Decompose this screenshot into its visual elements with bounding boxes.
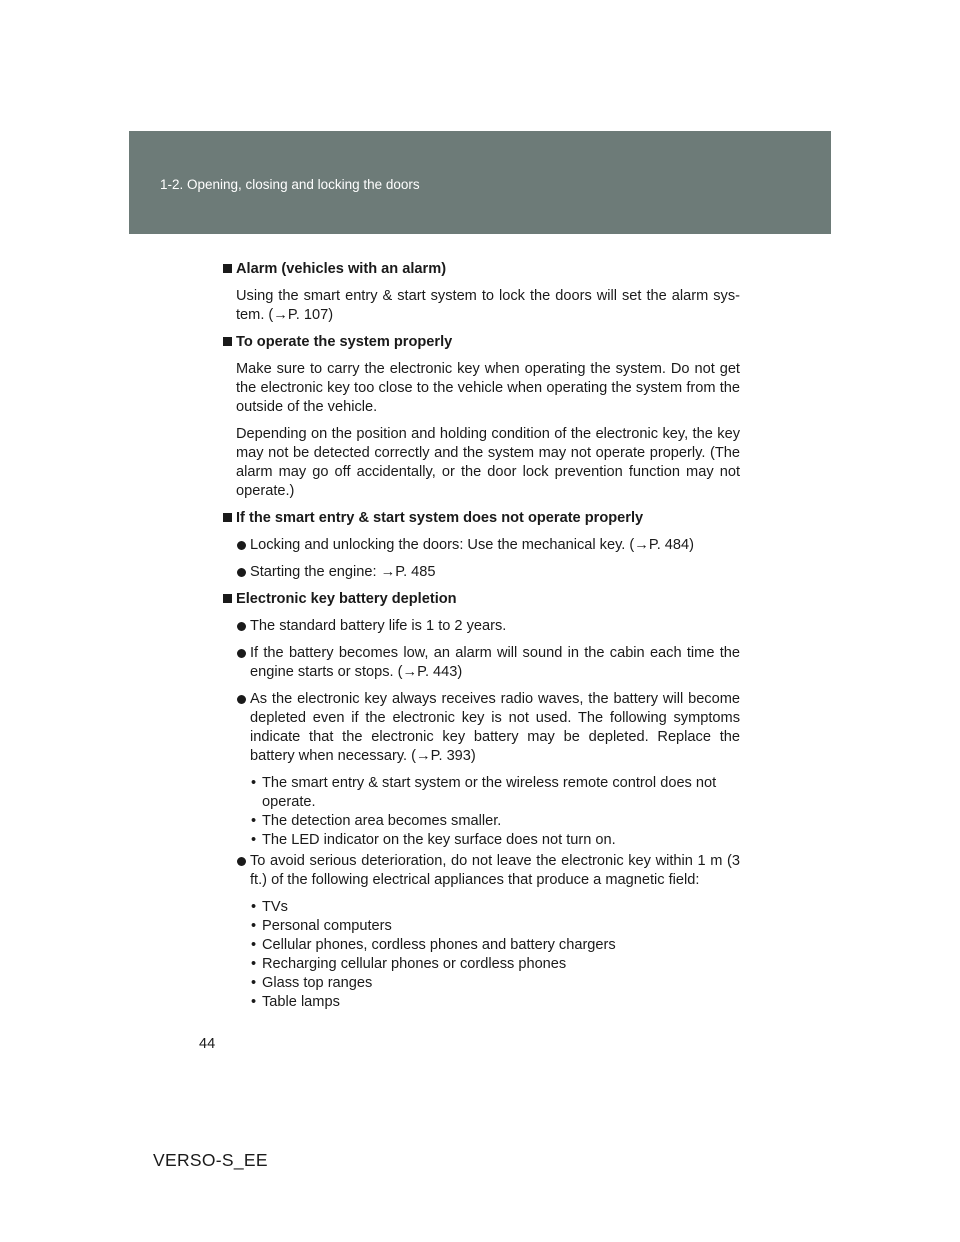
appliance-item <box>250 955 740 974</box>
list-item <box>236 536 740 555</box>
round-bullet-icon <box>237 541 246 550</box>
heading-text: Electronic key battery depletion <box>236 591 457 607</box>
appliance-item <box>250 898 740 917</box>
section-heading-malfunction <box>222 509 740 528</box>
round-bullet-icon <box>237 695 246 704</box>
list-item <box>236 852 740 890</box>
bullet-text: The standard battery life is 1 to 2 years. <box>250 618 507 634</box>
appliance-text: Cellular phones, cordless phones and battery chargers <box>262 937 616 953</box>
operate-paragraph-1: Make sure to carry the electronic key when operating the system. Do not get the electronic key too close to the vehicle when operating the system from the outside of the vehicle. <box>236 361 740 415</box>
small-bullet-icon: • <box>251 975 257 991</box>
square-bullet-icon <box>223 264 232 273</box>
page-content <box>222 260 740 1018</box>
heading-text: To operate the system properly <box>236 334 453 350</box>
bullet-text: If the battery becomes low, an alarm will sound in the cabin each time the engine starts or stops. (→P. 443) <box>250 645 740 680</box>
list-item <box>236 563 740 582</box>
list-item <box>236 644 740 682</box>
alarm-paragraph: Using the smart entry & start system to lock the doors will set the alarm sys-tem. (→P. 107) <box>236 288 740 323</box>
list-item <box>236 617 740 636</box>
round-bullet-icon <box>237 649 246 658</box>
small-bullet-icon: • <box>251 899 257 915</box>
symptom-text: The LED indicator on the key surface does not turn on. <box>262 832 616 848</box>
square-bullet-icon <box>223 513 232 522</box>
appliance-text: TVs <box>262 899 288 915</box>
appliance-text: Table lamps <box>262 994 340 1010</box>
symptom-list <box>250 774 740 850</box>
round-bullet-icon <box>237 568 246 577</box>
symptom-item <box>250 812 740 831</box>
appliance-text: Recharging cellular phones or cordless phones <box>262 956 567 972</box>
symptom-text: The smart entry & start system or the wireless remote control does not operate. <box>262 775 717 810</box>
small-bullet-icon: • <box>251 832 257 848</box>
appliance-item <box>250 936 740 955</box>
appliance-item <box>250 993 740 1012</box>
small-bullet-icon: • <box>251 918 257 934</box>
small-bullet-icon: • <box>251 775 257 791</box>
small-bullet-icon: • <box>251 937 257 953</box>
symptom-item <box>250 774 740 812</box>
appliance-text: Glass top ranges <box>262 975 373 991</box>
symptom-item <box>250 831 740 850</box>
page-number: 44 <box>199 1036 216 1052</box>
document-code: VERSO-S_EE <box>153 1150 268 1170</box>
bullet-text: To avoid serious deterioration, do not leave the electronic key within 1 m (3 ft.) of the following electrical appliances that produce a magnetic field: <box>250 853 740 888</box>
list-item <box>236 690 740 766</box>
section-heading-operate <box>222 333 740 352</box>
operate-paragraph-2: Depending on the position and holding condition of the electronic key, the key may not be detected correctly and the system may not operate properly. (The alarm may go off accidentally, or the door lock prevention function may not operate.) <box>236 426 740 499</box>
appliance-list <box>250 898 740 1012</box>
appliance-item <box>250 917 740 936</box>
small-bullet-icon: • <box>251 956 257 972</box>
bullet-text: As the electronic key always receives radio waves, the battery will become depleted even if the electronic key is not used. The following symptoms indicate that the electronic key battery may be depleted. Replace the battery when necessary. (→P. 393) <box>250 691 740 764</box>
square-bullet-icon <box>223 594 232 603</box>
round-bullet-icon <box>237 622 246 631</box>
appliance-text: Personal computers <box>262 918 392 934</box>
section-heading-battery <box>222 590 740 609</box>
appliance-item <box>250 974 740 993</box>
section-heading-alarm <box>222 260 740 279</box>
bullet-text: Starting the engine: →P. 485 <box>250 564 436 580</box>
heading-text: If the smart entry & start system does not operate properly <box>236 510 644 526</box>
bullet-text: Locking and unlocking the doors: Use the mechanical key. (→P. 484) <box>250 537 695 553</box>
square-bullet-icon <box>223 337 232 346</box>
symptom-text: The detection area becomes smaller. <box>262 813 502 829</box>
small-bullet-icon: • <box>251 813 257 829</box>
heading-text: Alarm (vehicles with an alarm) <box>236 261 447 277</box>
round-bullet-icon <box>237 857 246 866</box>
small-bullet-icon: • <box>251 994 257 1010</box>
section-title: 1-2. Opening, closing and locking the doors <box>160 177 420 192</box>
